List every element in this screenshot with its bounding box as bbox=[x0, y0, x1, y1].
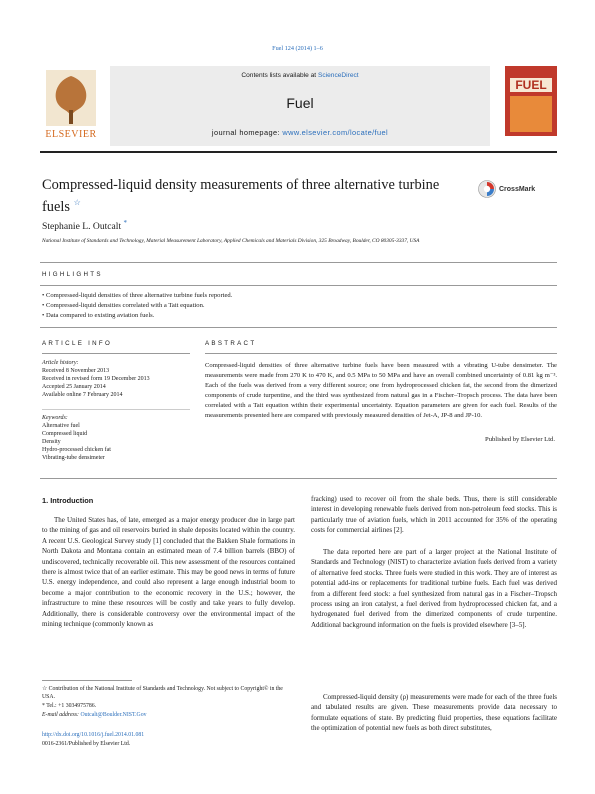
issn-line: 0016-2361/Published by Elsevier Ltd. bbox=[42, 741, 131, 747]
abstract-rule bbox=[205, 353, 557, 354]
affiliation: National Institute of Standards and Technology, Material Measurement Laboratory, Applied Chemicals and Materials Division, 325 Broadway, Boulder, CO 80305-3337, USA bbox=[42, 238, 420, 244]
sciencedirect-link[interactable]: ScienceDirect bbox=[317, 72, 359, 79]
title-line-1: Compressed-liquid density measurements of three alternative turbine bbox=[42, 177, 440, 193]
author-text: Stephanie L. Outcalt bbox=[42, 221, 122, 233]
history-label: Article history: bbox=[42, 360, 79, 366]
abstract-heading: ABSTRACT bbox=[205, 340, 257, 347]
cover-art bbox=[510, 96, 552, 132]
author-mark[interactable]: * bbox=[123, 219, 128, 227]
author-name bbox=[42, 219, 127, 232]
keywords-block bbox=[42, 414, 192, 462]
keywords-label: Keywords: bbox=[42, 415, 68, 421]
journal-homepage bbox=[110, 128, 490, 137]
abstract-bottom-rule bbox=[40, 478, 557, 479]
homepage-prefix: journal homepage: bbox=[211, 128, 283, 137]
keywords-rule bbox=[42, 409, 190, 410]
email-link[interactable]: Outcalt@Boulder.NIST.Gov bbox=[80, 712, 147, 718]
footnote-contribution: ☆ Contribution of the National Institute of Standards and Technology. Not subject to Copyright© in the USA. bbox=[42, 686, 283, 700]
highlights-bottom-rule bbox=[40, 327, 557, 328]
abstract-publisher: Published by Elsevier Ltd. bbox=[485, 436, 555, 443]
history-accepted: Accepted 25 January 2014 bbox=[42, 384, 106, 390]
highlight-item: • Compressed-liquid densities correlated with a Tait equation. bbox=[42, 302, 205, 309]
masthead-rule bbox=[40, 151, 557, 153]
keyword: Vibrating-tube densimeter bbox=[42, 455, 105, 461]
keyword: Alternative fuel bbox=[42, 423, 80, 429]
homepage-link[interactable]: www.elsevier.com/locate/fuel bbox=[282, 128, 389, 137]
keyword: Hydro-processed chicken fat bbox=[42, 447, 111, 453]
highlights-rule bbox=[40, 285, 557, 286]
highlight-item: • Data compared to existing aviation fuels. bbox=[42, 312, 155, 319]
crossmark-label[interactable]: CrossMark bbox=[499, 186, 536, 193]
title-footnote-mark[interactable]: ☆ bbox=[73, 198, 81, 207]
journal-name: Fuel bbox=[286, 95, 314, 111]
article-title bbox=[42, 176, 472, 216]
intro-paragraph-right-2: The data reported here are part of a larger project at the National Institute of Standards and Technology (NIST) to characterize aviation fuels derived from a variety of alternative feed stocks. Three fuels were studied in this work. They are of interest as potential add-ins or replacements for traditional turbine fuels. Each fuel was derived from a different feed stock: a fuel synthesized from natural gas in a Fischer–Tropsch process using an iron catalyst, a fuel derived from hydroprocessed chicken fat, and a hydrogenated fuel derived from the dimerized components of crude turpentine. Additional background information on the fuels is provided elsewhere [3–5]. bbox=[311, 548, 557, 629]
crossmark-icon[interactable] bbox=[478, 180, 496, 198]
elsevier-logo bbox=[40, 66, 102, 146]
keyword: Density bbox=[42, 439, 61, 445]
affiliation-rule bbox=[40, 262, 557, 263]
intro-paragraph-right-1: fracking) used to recover oil from the shale beds. Thus, there is still considerable interest in developing renewable fuels derived from non-petroleum feed stocks. This is particularly true of aviation fuels, which in 2011 accounted for 35% of the operating costs for commercial airlines [2]. bbox=[311, 495, 557, 535]
article-info-rule bbox=[42, 353, 190, 354]
doi-link[interactable]: http://dx.doi.org/10.1016/j.fuel.2014.01.081 bbox=[42, 732, 145, 738]
footnote-telephone: * Tel.: +1 3034975786. bbox=[42, 703, 97, 709]
article-history bbox=[42, 359, 192, 399]
footnote-email bbox=[42, 711, 147, 719]
highlights-heading: HIGHLIGHTS bbox=[42, 271, 103, 278]
email-label: E-mail address: bbox=[42, 712, 81, 718]
section-heading-introduction: 1. Introduction bbox=[42, 496, 94, 505]
journal-reference[interactable]: Fuel 124 (2014) 1–6 bbox=[272, 45, 323, 52]
contents-availability bbox=[110, 72, 490, 79]
intro-paragraph-left: The United States has, of late, emerged as a major energy producer due in large part to the mining of gas and oil reservoirs buried in shale deposits located within the country. A recent U.S. Geological Survey study [1] concluded that the Bakken Shale formations in North Dakota and Montana contain an estimated mean of 7.4 billion barrels (BBO) of undiscovered, technically recoverable oil. This new assessment of the resources contained there is almost twice that of an earlier estimate. This may be good news in terms of future U.S. energy independence, and could also represent a large enough industrial boom to become a major contribution to the economic recovery in the U.S.; however, the infrastructure to mine these resources will be costly and take years to fully develop. Additionally, there is considerable controversy over the environmental impact of the mining technique (commonly known as bbox=[42, 516, 295, 629]
history-online: Available online 7 February 2014 bbox=[42, 392, 123, 398]
footnote-rule bbox=[42, 680, 132, 681]
article-info-heading: ARTICLE INFO bbox=[42, 340, 113, 347]
keyword: Compressed liquid bbox=[42, 431, 88, 437]
abstract-text: Compressed-liquid densities of three alternative turbine fuels have been measured with a vibrating U-tube densimeter. The measurements were made from 270 K to 470 K, and 0.5 MPa to 50 MPa and have an overall combined uncertainty of 0.81 kg m⁻³. Each of the fuels was derived from a very different source; one from hydroprocessed chicken fat, the second from the dimerized components of crude turpentine, and the third was synthesized from natural gas in a Fischer–Tropsch process. The data have been correlated with a Tait equation within their experimental uncertainty. Equation parameters are given for each fuel. Results of the measurements presented here are compared with previously measured densities of Jet-A, JP-8 and JP-10. bbox=[205, 362, 557, 419]
cover-title: FUEL bbox=[510, 78, 552, 92]
highlights-list bbox=[42, 291, 557, 321]
elsevier-wordmark: ELSEVIER bbox=[45, 129, 97, 140]
history-revised: Received in revised form 19 December 2013 bbox=[42, 376, 150, 382]
intro-paragraph-right-3: Compressed-liquid density (ρ) measurements were made for each of the three fuels and tabulated results are given. These measurements provide data necessary to formulate equations of state. By predicting fluid properties, these equations facilitate the optimization of potential new fuels as both direct substitutes, bbox=[311, 693, 557, 733]
history-received: Received 8 November 2013 bbox=[42, 368, 110, 374]
highlight-item: • Compressed-liquid densities of three alternative turbine fuels reported. bbox=[42, 292, 233, 299]
contents-prefix: Contents lists available at bbox=[241, 72, 318, 79]
title-line-2: fuels bbox=[42, 198, 70, 215]
